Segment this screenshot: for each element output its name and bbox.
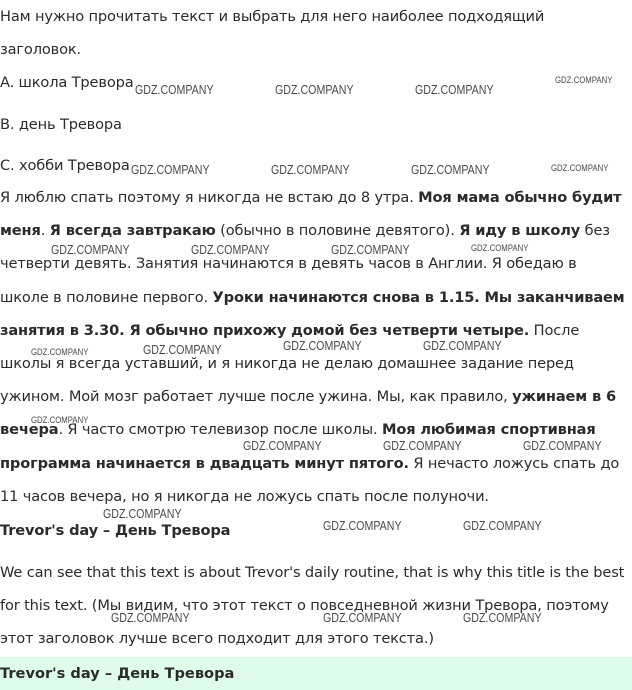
option-c: C. хобби Тревора (0, 157, 130, 174)
story-sentence: без четверти девять. Занятия начинаются в девять часов в Англии. Я обедаю в школе в половине первого. (0, 222, 610, 306)
question-prompt: Нам нужно прочитать текст и выбрать для него наиболее подходящий заголовок. (0, 8, 545, 59)
story-highlight: Моя мама обычно будит меня (0, 189, 622, 240)
watermark: GDZ.COMPANY (103, 506, 182, 521)
watermark: GDZ.COMPANY (323, 518, 402, 533)
watermark: GDZ.COMPANY (135, 82, 214, 97)
story-highlight: Я всегда завтракаю (49, 222, 216, 240)
story-title-text: Trevor's day – День Тревора (0, 522, 231, 539)
option-b: B. день Тревора (0, 116, 122, 133)
story-sentence: Я нечасто ложусь спать до 11 часов вечера, но я никогда не ложусь спать после полуночи. (0, 454, 620, 505)
story-sentence: . Я часто смотрю телевизор после школы. (58, 421, 382, 439)
story-highlight: Я иду в школу (459, 222, 581, 240)
watermark: GDZ.COMPANY (31, 347, 89, 358)
explanation-text: We can see that this text is about Trevor's daily routine, that is why this title is the best for this text. (Мы видим, что этот текст о повседневной жизни Тревора, поэтому этот заголовок лучше всего подходит для этого текста.) (0, 564, 625, 648)
story-highlight: ужинаем в 6 вечера (0, 388, 616, 439)
answer-text: Trevor's day – День Тревора (0, 665, 235, 682)
watermark: GDZ.COMPANY (555, 75, 613, 86)
watermark: GDZ.COMPANY (463, 610, 542, 625)
watermark: GDZ.COMPANY (423, 338, 502, 353)
option-a: A. школа Тревора (0, 74, 134, 91)
watermark: GDZ.COMPANY (323, 610, 402, 625)
watermark: GDZ.COMPANY (243, 438, 322, 453)
watermark: GDZ.COMPANY (275, 82, 354, 97)
answer-highlight-bar (0, 657, 632, 690)
story-sentence: . (40, 222, 50, 240)
watermark: GDZ.COMPANY (131, 162, 210, 177)
watermark: GDZ.COMPANY (51, 242, 130, 257)
watermark: GDZ.COMPANY (31, 415, 89, 426)
watermark: GDZ.COMPANY (143, 342, 222, 357)
watermark: GDZ.COMPANY (471, 243, 529, 254)
watermark: GDZ.COMPANY (283, 338, 362, 353)
watermark: GDZ.COMPANY (463, 518, 542, 533)
watermark: GDZ.COMPANY (551, 163, 609, 174)
watermark: GDZ.COMPANY (383, 438, 462, 453)
story-sentence: После школы я всегда уставший, и я никогда не делаю домашнее задание перед ужином. Мой мозг работает лучше после ужина. Мы, как правило, (0, 321, 580, 406)
watermark: GDZ.COMPANY (411, 162, 490, 177)
story-sentence: Я люблю спать поэтому я никогда не встаю до 8 утра. (0, 189, 419, 206)
watermark: GDZ.COMPANY (111, 610, 190, 625)
story-sentence: (обычно в половине девятого). (215, 222, 460, 240)
watermark: GDZ.COMPANY (523, 438, 602, 453)
watermark: GDZ.COMPANY (271, 162, 350, 177)
watermark: GDZ.COMPANY (331, 242, 410, 257)
story-highlight: Уроки начинаются снова в 1.15. Мы заканчиваем занятия в 3.30. Я обычно прихожу домой без четверти четыре. (0, 288, 625, 339)
watermark: GDZ.COMPANY (415, 82, 494, 97)
watermark: GDZ.COMPANY (191, 242, 270, 257)
story-highlight: Моя любимая спортивная программа начинается в двадцать минут пятого. (0, 421, 596, 472)
